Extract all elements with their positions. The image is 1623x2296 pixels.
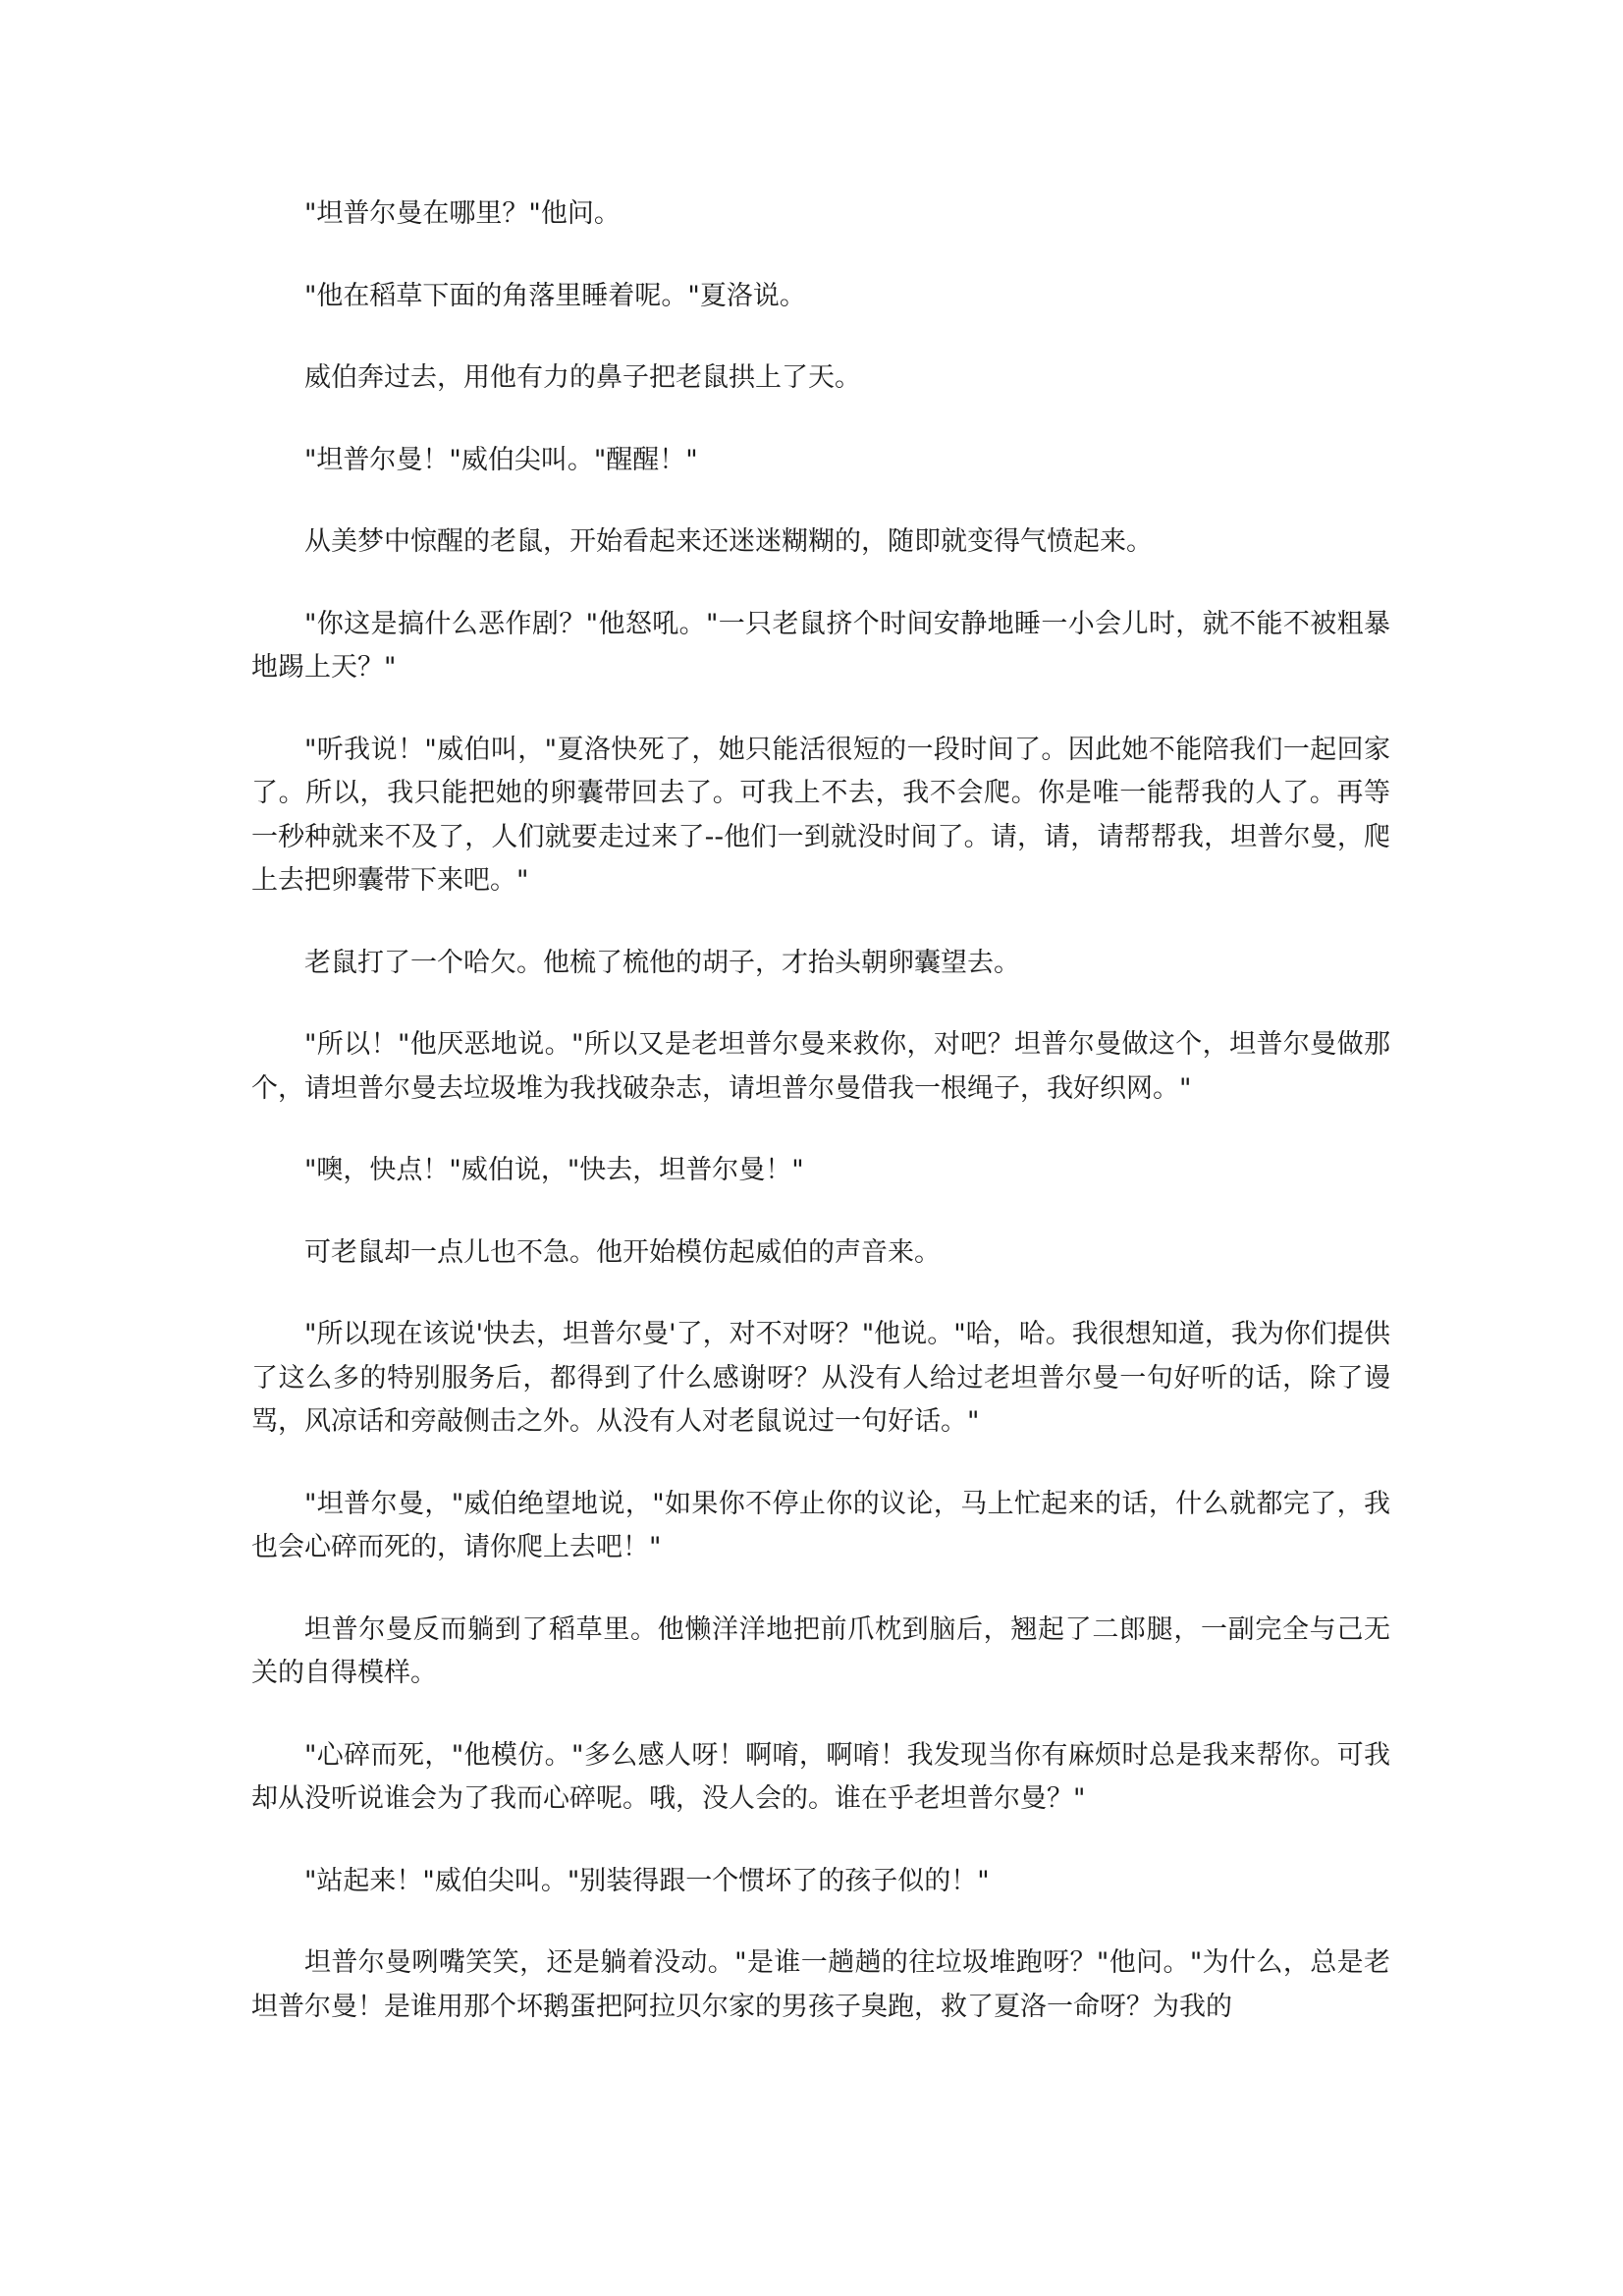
paragraph-12: "所以现在该说'快去，坦普尔曼'了，对不对呀？"他说。"哈，哈。我很想知道，我为你们提供了这么多的特别服务后，都得到了什么感谢呀？从没有人给过老坦普尔曼一句好听的话，除了谩骂，风凉话和旁敲侧击之外。从没有人对老鼠说过一句好话。" — [251, 1319, 1390, 1437]
paragraph-17: 坦普尔曼咧嘴笑笑，还是躺着没动。"是谁一趟趟的往垃圾堆跑呀？"他问。"为什么，总是老坦普尔曼！是谁用那个坏鹅蛋把阿拉贝尔家的男孩子臭跑，救了夏洛一命呀？为我的 — [251, 1947, 1390, 2022]
paragraph-1: "坦普尔曼在哪里？"他问。 — [304, 198, 621, 229]
paragraph-4: "坦普尔曼！"威伯尖叫。"醒醒！" — [304, 444, 698, 475]
paragraph-16: "站起来！"威伯尖叫。"别装得跟一个惯坏了的孩子似的！" — [304, 1865, 990, 1896]
paragraph-11: 可老鼠却一点儿也不急。他开始模仿起威伯的声音来。 — [304, 1236, 941, 1268]
paragraph-7: "听我说！"威伯叫，"夏洛快死了，她只能活很短的一段时间了。因此她不能陪我们一起回家了。所以，我只能把她的卵囊带回去了。可我上不去，我不会爬。你是唯一能帮我的人了。再等一秒种就来不及了，人们就要走过来了--他们一到就没时间了。请，请，请帮帮我，坦普尔曼，爬上去把卵囊带下来吧。" — [251, 734, 1390, 896]
body-text — [251, 192, 1390, 2067]
paragraph-15: "心碎而死，"他模仿。"多么感人呀！啊唷，啊唷！我发现当你有麻烦时总是我来帮你。可我却从没听说谁会为了我而心碎呢。哦，没人会的。谁在乎老坦普尔曼？" — [251, 1739, 1390, 1814]
paragraph-3: 威伯奔过去，用他有力的鼻子把老鼠拱上了天。 — [304, 362, 861, 393]
paragraph-8: 老鼠打了一个哈欠。他梳了梳他的胡子，才抬头朝卵囊望去。 — [304, 947, 1020, 978]
paragraph-14: 坦普尔曼反而躺到了稻草里。他懒洋洋地把前爪枕到脑后，翘起了二郎腿，一副完全与己无关的自得模样。 — [251, 1613, 1390, 1688]
paragraph-9: "所以！"他厌恶地说。"所以又是老坦普尔曼来救你，对吧？坦普尔曼做这个，坦普尔曼做那个，请坦普尔曼去垃圾堆为我找破杂志，请坦普尔曼借我一根绳子，我好织网。" — [251, 1029, 1390, 1104]
paragraph-13: "坦普尔曼，"威伯绝望地说，"如果你不停止你的议论，马上忙起来的话，什么就都完了，我也会心碎而死的，请你爬上去吧！" — [251, 1488, 1390, 1562]
paragraph-6: "你这是搞什么恶作剧？"他怒吼。"一只老鼠挤个时间安静地睡一小会儿时，就不能不被粗暴地踢上天？" — [251, 608, 1390, 683]
paragraph-2: "他在稻草下面的角落里睡着呢。"夏洛说。 — [304, 280, 806, 311]
paragraph-10: "噢，快点！"威伯说，"快去，坦普尔曼！" — [304, 1155, 804, 1185]
paragraph-5: 从美梦中惊醒的老鼠，开始看起来还迷迷糊糊的，随即就变得气愤起来。 — [304, 526, 1153, 557]
